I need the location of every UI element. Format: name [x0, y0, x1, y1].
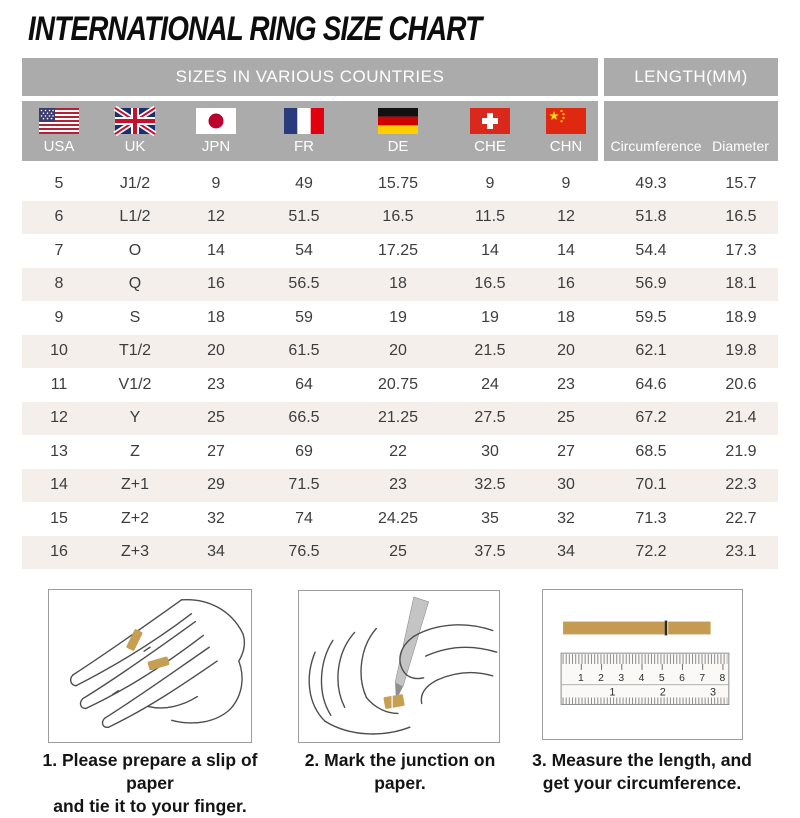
- column-header-usa: [22, 101, 96, 161]
- cell: 71.3: [635, 509, 667, 527]
- cell: 30: [481, 442, 499, 460]
- cell: 69: [295, 442, 313, 460]
- column-label: CHE: [474, 138, 506, 155]
- cell: 18.9: [725, 308, 757, 326]
- cell: Z+2: [120, 509, 149, 527]
- cell: 32.5: [474, 476, 506, 494]
- table-row: [22, 502, 778, 536]
- step1-caption: [18, 749, 282, 818]
- country-columns-block: [22, 101, 598, 161]
- cell: Z+1: [120, 476, 149, 494]
- cell: 12: [50, 409, 68, 427]
- table-row: [22, 335, 778, 369]
- ruler-cm-label: 6: [679, 672, 685, 684]
- cell: 16: [207, 275, 225, 293]
- ruler-cm-label: 2: [598, 672, 604, 684]
- switzerland-flag-icon: [470, 108, 510, 134]
- cell: 27: [557, 442, 575, 460]
- cell: 19: [481, 308, 499, 326]
- cell: 21.4: [725, 409, 757, 427]
- cell: 62.1: [635, 342, 667, 360]
- step2-caption: [278, 749, 522, 795]
- cell: L1/2: [119, 208, 151, 226]
- cell: 20: [389, 342, 407, 360]
- cell: 71.5: [288, 476, 320, 494]
- cell: 11: [50, 375, 68, 393]
- cell: 23: [557, 375, 575, 393]
- cell: 11.5: [475, 208, 505, 226]
- column-label: DE: [387, 138, 409, 155]
- cell: 67.2: [635, 409, 667, 427]
- table-row: [22, 469, 778, 503]
- cell: 9: [485, 174, 495, 192]
- cell: 21.25: [377, 409, 419, 427]
- cell: 20: [207, 342, 225, 360]
- cell: 13: [50, 442, 68, 460]
- cell: 61.5: [288, 342, 320, 360]
- cell: 15.75: [377, 174, 419, 192]
- caption-line: and tie it to your finger.: [53, 796, 247, 817]
- cell: 56.5: [288, 275, 320, 293]
- cell: 56.9: [635, 275, 667, 293]
- cell: 23: [389, 476, 407, 494]
- cell: 20.6: [725, 375, 757, 393]
- cell: 19.8: [725, 342, 757, 360]
- cell: 29: [207, 476, 225, 494]
- column-header-de: [350, 101, 446, 161]
- ruler-cm-label: 7: [699, 672, 706, 684]
- column-label: JPN: [201, 138, 231, 155]
- column-label: FR: [294, 138, 314, 155]
- column-label: USA: [43, 138, 75, 155]
- column-header-che: [446, 101, 534, 161]
- cell: 20: [557, 342, 575, 360]
- cell: 49: [295, 174, 313, 192]
- cell: 16: [50, 543, 68, 561]
- table-row: [22, 402, 778, 436]
- cell: 70.1: [635, 476, 667, 494]
- cell: Z: [130, 442, 140, 460]
- cell: 37.5: [474, 543, 506, 561]
- cell: 23: [207, 375, 225, 393]
- ruler-inch-label: 2: [659, 686, 666, 699]
- table-row: [22, 435, 778, 469]
- germany-flag-icon: [378, 108, 418, 134]
- cell: 25: [389, 543, 407, 561]
- cell: 51.8: [635, 208, 667, 226]
- cell: 72.2: [635, 543, 667, 561]
- cell: 74: [295, 509, 313, 527]
- cell: Z+3: [120, 543, 149, 561]
- column-label: CHN: [549, 138, 583, 155]
- cell: 9: [211, 174, 221, 192]
- length-columns-block: [604, 101, 778, 161]
- uk-flag-icon: [115, 108, 155, 134]
- cell: 59: [295, 308, 313, 326]
- column-header-diameter: Diameter: [712, 138, 769, 154]
- pen-marking-finger-icon: [299, 591, 499, 742]
- cell: 54.4: [635, 241, 667, 259]
- table-row: [22, 234, 778, 268]
- cell: 30: [557, 476, 575, 494]
- cell: 32: [207, 509, 225, 527]
- cell: 7: [54, 241, 64, 259]
- cell: 8: [54, 275, 64, 293]
- cell: 59.5: [635, 308, 667, 326]
- cell: 25: [207, 409, 225, 427]
- ruler-cm-label: 4: [638, 672, 645, 684]
- cell: 12: [557, 208, 575, 226]
- france-flag-icon: [284, 108, 324, 134]
- cell: 9: [54, 308, 64, 326]
- ruler-cm-label: 3: [618, 672, 625, 684]
- hand-with-paper-strip-icon: [49, 590, 251, 742]
- table-body: [22, 167, 778, 569]
- cell: J1/2: [119, 174, 151, 192]
- cell: S: [129, 308, 141, 326]
- cell: 14: [481, 241, 499, 259]
- table-column-header-row: [22, 101, 778, 161]
- table-row: [22, 268, 778, 302]
- cell: 64: [295, 375, 313, 393]
- ruler-cm-label: 1: [577, 672, 584, 684]
- cell: 22.3: [725, 476, 757, 494]
- column-header-uk: [96, 101, 174, 161]
- cell: 14: [557, 241, 575, 259]
- cell: 21.9: [725, 442, 757, 460]
- cell: 16: [557, 275, 575, 293]
- cell: 21.5: [474, 342, 506, 360]
- pen-icon: [395, 597, 429, 687]
- cell: 32: [557, 509, 575, 527]
- column-header-chn: [534, 101, 598, 161]
- cell: 18: [207, 308, 225, 326]
- cell: 5: [54, 174, 64, 192]
- usa-flag-icon: [39, 108, 79, 134]
- ruler-cm-label: 5: [658, 672, 665, 684]
- page-title: INTERNATIONAL RING SIZE CHART: [28, 10, 482, 48]
- table-row: [22, 201, 778, 235]
- cell: 68.5: [635, 442, 667, 460]
- cell: 20.75: [377, 375, 419, 393]
- cell: 34: [207, 543, 225, 561]
- group-header-length: LENGTH(MM): [604, 58, 778, 96]
- cell: 10: [50, 342, 68, 360]
- column-header-jpn: [174, 101, 258, 161]
- cell: 64.6: [635, 375, 667, 393]
- cell: 76.5: [288, 543, 320, 561]
- column-label: UK: [124, 138, 146, 155]
- cell: 18: [557, 308, 575, 326]
- cell: O: [128, 241, 142, 259]
- cell: 34: [557, 543, 575, 561]
- cell: 23.1: [725, 543, 757, 561]
- cell: 15.7: [725, 174, 757, 192]
- caption-line: 2. Mark the junction on paper.: [304, 750, 496, 794]
- cell: 16.5: [725, 208, 757, 226]
- paper-strip-icon: [563, 621, 711, 636]
- cell: 15: [50, 509, 68, 527]
- table-row: [22, 167, 778, 201]
- china-flag-icon: [546, 108, 586, 134]
- cell: 17.3: [725, 241, 757, 259]
- cell: 51.5: [288, 208, 320, 226]
- cell: 24.25: [377, 509, 419, 527]
- table-row: [22, 368, 778, 402]
- step3-illustration: [542, 589, 743, 740]
- cell: V1/2: [118, 375, 152, 393]
- cell: 66.5: [288, 409, 320, 427]
- cell: 24: [481, 375, 499, 393]
- ruler-icon: [561, 653, 729, 704]
- ruler-inch-label: 3: [710, 686, 717, 699]
- column-header-circumference: Circumference: [610, 138, 702, 154]
- ink-mark-icon: [665, 621, 668, 636]
- cell: 49.3: [635, 174, 667, 192]
- ruler-inch-label: 1: [609, 686, 616, 699]
- table-row: [22, 536, 778, 570]
- cell: 22: [389, 442, 407, 460]
- cell: 35: [481, 509, 499, 527]
- ruler-measuring-strip-icon: [543, 590, 742, 739]
- cell: Q: [128, 275, 142, 293]
- caption-line: 3. Measure the length, and: [532, 750, 752, 770]
- paper-strip-icon: [383, 694, 404, 709]
- cell: 25: [557, 409, 575, 427]
- cell: 14: [207, 241, 225, 259]
- ruler-cm-label: 8: [719, 672, 726, 684]
- cell: 27: [207, 442, 225, 460]
- cell: 27.5: [474, 409, 506, 427]
- table-row: [22, 301, 778, 335]
- step2-illustration: [298, 590, 500, 743]
- cell: T1/2: [118, 342, 151, 360]
- japan-flag-icon: [196, 108, 236, 134]
- cell: 18.1: [725, 275, 757, 293]
- step1-illustration: [48, 589, 252, 743]
- step3-caption: [528, 749, 756, 795]
- cell: 19: [389, 308, 407, 326]
- cell: 17.25: [377, 241, 419, 259]
- cell: 12: [207, 208, 225, 226]
- caption-line: get your circumference.: [542, 773, 742, 794]
- cell: 18: [389, 275, 407, 293]
- cell: 16.5: [382, 208, 414, 226]
- cell: Y: [129, 409, 141, 427]
- cell: 54: [295, 241, 313, 259]
- cell: 9: [561, 174, 571, 192]
- ring-size-table: [22, 58, 778, 569]
- group-header-sizes: SIZES IN VARIOUS COUNTRIES: [22, 58, 598, 96]
- cell: 22.7: [725, 509, 757, 527]
- cell: 14: [50, 476, 68, 494]
- column-header-fr: [258, 101, 350, 161]
- cell: 6: [54, 208, 64, 226]
- cell: 16.5: [474, 275, 506, 293]
- caption-line: 1. Please prepare a slip of paper: [42, 750, 258, 794]
- table-group-header: [22, 58, 778, 96]
